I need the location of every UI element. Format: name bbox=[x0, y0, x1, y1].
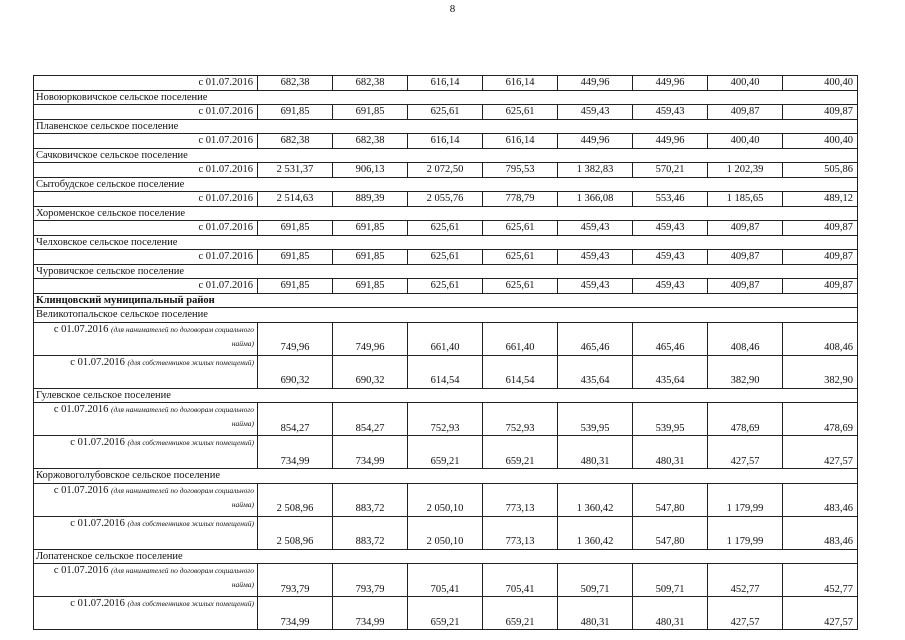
effective-date: с 01.07.2016 bbox=[53, 484, 109, 496]
tenant-category-note: (для собственников жилых помещений) bbox=[127, 357, 254, 367]
tariff-value: 690,32 bbox=[258, 355, 333, 388]
tariff-value: 509,71 bbox=[633, 564, 708, 597]
tariff-value: 449,96 bbox=[633, 76, 708, 91]
settlement-name: Плавенское сельское поселение bbox=[34, 119, 858, 134]
tariff-value: 854,27 bbox=[333, 403, 408, 436]
tariff-value: 773,13 bbox=[483, 516, 558, 549]
section-row bbox=[34, 177, 858, 192]
tariff-value: 465,46 bbox=[633, 322, 708, 355]
tariff-value: 2 050,10 bbox=[408, 483, 483, 516]
row-label bbox=[34, 403, 258, 436]
tariff-value: 2 508,96 bbox=[258, 483, 333, 516]
section-row bbox=[34, 148, 858, 163]
tariff-value: 734,99 bbox=[258, 436, 333, 469]
section-row bbox=[34, 549, 858, 564]
tariff-value: 427,57 bbox=[783, 436, 858, 469]
effective-date: с 01.07.2016 bbox=[34, 192, 258, 207]
tariff-value: 480,31 bbox=[633, 436, 708, 469]
tariff-value: 616,14 bbox=[408, 76, 483, 91]
tariff-value: 691,85 bbox=[258, 221, 333, 236]
tariff-value: 625,61 bbox=[483, 105, 558, 120]
section-row bbox=[34, 90, 858, 105]
effective-date: с 01.07.2016 bbox=[70, 356, 125, 368]
tariff-value: 465,46 bbox=[558, 322, 633, 355]
settlement-name: Лопатенское сельское поселение bbox=[34, 549, 858, 564]
section-row bbox=[34, 119, 858, 134]
settlement-name: Хороменское сельское поселение bbox=[34, 206, 858, 221]
tenant-category-note: (для собственников жилых помещений) bbox=[127, 438, 254, 447]
tariff-value: 883,72 bbox=[333, 516, 408, 549]
tariff-value: 659,21 bbox=[483, 597, 558, 630]
tariff-value: 489,12 bbox=[783, 192, 858, 207]
tariff-value: 449,96 bbox=[633, 134, 708, 149]
row-label bbox=[34, 516, 258, 549]
tariff-value: 659,21 bbox=[408, 597, 483, 630]
tariff-value: 691,85 bbox=[333, 279, 408, 294]
section-row bbox=[34, 206, 858, 221]
tariff-value: 691,85 bbox=[333, 221, 408, 236]
tariff-value: 547,80 bbox=[633, 483, 708, 516]
tariff-value: 382,90 bbox=[783, 355, 858, 388]
settlement-name: Сытобудское сельское поселение bbox=[34, 177, 858, 192]
section-row bbox=[34, 308, 858, 323]
district-row bbox=[34, 293, 858, 308]
tariff-value: 691,85 bbox=[333, 105, 408, 120]
tariff-value: 1 366,08 bbox=[558, 192, 633, 207]
tariff-value: 539,95 bbox=[633, 403, 708, 436]
tariff-value: 400,40 bbox=[708, 76, 783, 91]
tariff-value: 400,40 bbox=[783, 134, 858, 149]
table-row bbox=[34, 403, 858, 436]
tariff-value: 409,87 bbox=[708, 250, 783, 265]
section-row bbox=[34, 235, 858, 250]
tariff-value: 659,21 bbox=[483, 436, 558, 469]
tariff-value: 625,61 bbox=[408, 250, 483, 265]
tariff-value: 1 202,39 bbox=[708, 163, 783, 178]
effective-date: с 01.07.2016 bbox=[34, 279, 258, 294]
tariff-value: 752,93 bbox=[408, 403, 483, 436]
settlement-name: Сачковичское сельское поселение bbox=[34, 148, 858, 163]
table-row bbox=[34, 564, 858, 597]
tariff-value: 705,41 bbox=[408, 564, 483, 597]
table-row bbox=[34, 134, 858, 149]
tariff-value: 2 514,63 bbox=[258, 192, 333, 207]
tariff-value: 382,90 bbox=[708, 355, 783, 388]
tariff-value: 614,54 bbox=[483, 355, 558, 388]
tariff-value: 459,43 bbox=[558, 105, 633, 120]
tariff-value: 854,27 bbox=[258, 403, 333, 436]
tariff-value: 409,87 bbox=[708, 221, 783, 236]
tariff-value: 682,38 bbox=[333, 76, 408, 91]
tenant-category-note: (для нанимателей по договорам социального найма) bbox=[110, 485, 254, 509]
tariff-value: 408,46 bbox=[783, 322, 858, 355]
tariff-value: 547,80 bbox=[633, 516, 708, 549]
tariff-value: 616,14 bbox=[408, 134, 483, 149]
tariff-value: 449,96 bbox=[558, 76, 633, 91]
tariff-value: 616,14 bbox=[483, 134, 558, 149]
table-row bbox=[34, 76, 858, 91]
tariff-value: 539,95 bbox=[558, 403, 633, 436]
tariff-value: 659,21 bbox=[408, 436, 483, 469]
tariff-value: 505,86 bbox=[783, 163, 858, 178]
tariff-value: 409,87 bbox=[783, 105, 858, 120]
tariff-value: 409,87 bbox=[708, 105, 783, 120]
tariff-value: 889,39 bbox=[333, 192, 408, 207]
effective-date: с 01.07.2016 bbox=[70, 437, 125, 448]
tariff-value: 2 508,96 bbox=[258, 516, 333, 549]
tariff-value: 734,99 bbox=[333, 597, 408, 630]
tariff-value: 616,14 bbox=[483, 76, 558, 91]
tariff-value: 752,93 bbox=[483, 403, 558, 436]
tariff-value: 509,71 bbox=[558, 564, 633, 597]
tariff-value: 778,79 bbox=[483, 192, 558, 207]
tariff-value: 400,40 bbox=[783, 76, 858, 91]
tariff-value: 2 055,76 bbox=[408, 192, 483, 207]
tariff-value: 1 360,42 bbox=[558, 516, 633, 549]
tariff-value: 795,53 bbox=[483, 163, 558, 178]
tariff-value: 2 050,10 bbox=[408, 516, 483, 549]
tariff-value: 1 382,83 bbox=[558, 163, 633, 178]
section-row bbox=[34, 469, 858, 484]
tariff-value: 409,87 bbox=[783, 221, 858, 236]
tariff-value: 483,46 bbox=[783, 483, 858, 516]
effective-date: с 01.07.2016 bbox=[34, 163, 258, 178]
tariff-value: 435,64 bbox=[558, 355, 633, 388]
tariff-value: 682,38 bbox=[258, 134, 333, 149]
tariff-value: 427,57 bbox=[783, 597, 858, 630]
tariff-value: 452,77 bbox=[708, 564, 783, 597]
tariff-value: 1 179,99 bbox=[708, 516, 783, 549]
row-label bbox=[34, 436, 258, 469]
tariff-value: 625,61 bbox=[408, 105, 483, 120]
tariff-value: 661,40 bbox=[483, 322, 558, 355]
tariff-value: 625,61 bbox=[408, 279, 483, 294]
effective-date: с 01.07.2016 bbox=[70, 517, 125, 529]
effective-date: с 01.07.2016 bbox=[70, 598, 125, 609]
table-row bbox=[34, 483, 858, 516]
table-row bbox=[34, 516, 858, 549]
tariff-value: 427,57 bbox=[708, 436, 783, 469]
row-label bbox=[34, 322, 258, 355]
row-label bbox=[34, 483, 258, 516]
row-label bbox=[34, 355, 258, 388]
row-label bbox=[34, 564, 258, 597]
table-row bbox=[34, 436, 858, 469]
tenant-category-note: (для нанимателей по договорам социального найма) bbox=[110, 324, 254, 348]
tariff-value: 427,57 bbox=[708, 597, 783, 630]
tariff-value: 793,79 bbox=[258, 564, 333, 597]
tariff-value: 459,43 bbox=[633, 279, 708, 294]
tariff-value: 408,46 bbox=[708, 322, 783, 355]
tariff-value: 625,61 bbox=[483, 221, 558, 236]
tariff-value: 1 360,42 bbox=[558, 483, 633, 516]
settlement-name: Гулевское сельское поселение bbox=[34, 388, 858, 403]
tariff-value: 1 179,99 bbox=[708, 483, 783, 516]
settlement-name: Чуровичское сельское поселение bbox=[34, 264, 858, 279]
tariff-value: 691,85 bbox=[258, 279, 333, 294]
tariff-value: 773,13 bbox=[483, 483, 558, 516]
effective-date: с 01.07.2016 bbox=[34, 134, 258, 149]
tenant-category-note: (для собственников жилых помещений) bbox=[127, 518, 254, 528]
tariff-value: 625,61 bbox=[483, 250, 558, 265]
tariff-table bbox=[33, 75, 858, 630]
tariff-value: 409,87 bbox=[783, 279, 858, 294]
table-row bbox=[34, 163, 858, 178]
tariff-value: 553,46 bbox=[633, 192, 708, 207]
section-row bbox=[34, 264, 858, 279]
settlement-name: Коржовоголубовское сельское поселение bbox=[34, 469, 858, 484]
tariff-value: 793,79 bbox=[333, 564, 408, 597]
table-row bbox=[34, 279, 858, 294]
tariff-value: 452,77 bbox=[783, 564, 858, 597]
tariff-value: 734,99 bbox=[333, 436, 408, 469]
page-number: 8 bbox=[449, 3, 456, 15]
tariff-value: 459,43 bbox=[558, 221, 633, 236]
tariff-value: 459,43 bbox=[633, 105, 708, 120]
table-row bbox=[34, 221, 858, 236]
tariff-value: 459,43 bbox=[558, 250, 633, 265]
tenant-category-note: (для собственников жилых помещений) bbox=[127, 599, 254, 608]
tariff-value: 614,54 bbox=[408, 355, 483, 388]
tariff-value: 691,85 bbox=[333, 250, 408, 265]
tariff-value: 570,21 bbox=[633, 163, 708, 178]
section-row bbox=[34, 388, 858, 403]
tariff-value: 409,87 bbox=[708, 279, 783, 294]
effective-date: с 01.07.2016 bbox=[34, 221, 258, 236]
tariff-value: 478,69 bbox=[708, 403, 783, 436]
tariff-value: 883,72 bbox=[333, 483, 408, 516]
tariff-value: 449,96 bbox=[558, 134, 633, 149]
tenant-category-note: (для нанимателей по договорам социального найма) bbox=[110, 566, 254, 589]
table-row bbox=[34, 322, 858, 355]
tariff-value: 435,64 bbox=[633, 355, 708, 388]
tariff-value: 2 072,50 bbox=[408, 163, 483, 178]
tariff-value: 459,43 bbox=[633, 250, 708, 265]
settlement-name: Челховское сельское поселение bbox=[34, 235, 858, 250]
table-row bbox=[34, 355, 858, 388]
effective-date: с 01.07.2016 bbox=[53, 404, 109, 415]
tariff-value: 409,87 bbox=[783, 250, 858, 265]
table-row bbox=[34, 597, 858, 630]
tenant-category-note: (для нанимателей по договорам социального найма) bbox=[110, 405, 254, 428]
tariff-value: 1 185,65 bbox=[708, 192, 783, 207]
effective-date: с 01.07.2016 bbox=[34, 105, 258, 120]
tariff-value: 691,85 bbox=[258, 250, 333, 265]
table-row bbox=[34, 192, 858, 207]
tariff-value: 459,43 bbox=[633, 221, 708, 236]
effective-date: с 01.07.2016 bbox=[53, 323, 109, 335]
row-label bbox=[34, 597, 258, 630]
settlement-name: Великотопальское сельское поселение bbox=[34, 308, 858, 323]
tariff-value: 2 531,37 bbox=[258, 163, 333, 178]
tariff-value: 682,38 bbox=[333, 134, 408, 149]
effective-date: с 01.07.2016 bbox=[34, 76, 258, 91]
tariff-value: 705,41 bbox=[483, 564, 558, 597]
tariff-value: 459,43 bbox=[558, 279, 633, 294]
tariff-value: 625,61 bbox=[483, 279, 558, 294]
tariff-value: 690,32 bbox=[333, 355, 408, 388]
tariff-value: 480,31 bbox=[558, 597, 633, 630]
district-name: Клинцовский муниципальный район bbox=[34, 293, 858, 308]
tariff-value: 480,31 bbox=[558, 436, 633, 469]
effective-date: с 01.07.2016 bbox=[34, 250, 258, 265]
table-row bbox=[34, 250, 858, 265]
tariff-value: 661,40 bbox=[408, 322, 483, 355]
effective-date: с 01.07.2016 bbox=[53, 565, 109, 576]
table-row bbox=[34, 105, 858, 120]
tariff-value: 749,96 bbox=[258, 322, 333, 355]
tariff-value: 625,61 bbox=[408, 221, 483, 236]
tariff-value: 400,40 bbox=[708, 134, 783, 149]
tariff-value: 483,46 bbox=[783, 516, 858, 549]
tariff-value: 906,13 bbox=[333, 163, 408, 178]
tariff-value: 749,96 bbox=[333, 322, 408, 355]
tariff-value: 478,69 bbox=[783, 403, 858, 436]
tariff-value: 691,85 bbox=[258, 105, 333, 120]
tariff-value: 734,99 bbox=[258, 597, 333, 630]
tariff-value: 480,31 bbox=[633, 597, 708, 630]
tariff-value: 682,38 bbox=[258, 76, 333, 91]
settlement-name: Новоюрковичское сельское поселение bbox=[34, 90, 858, 105]
